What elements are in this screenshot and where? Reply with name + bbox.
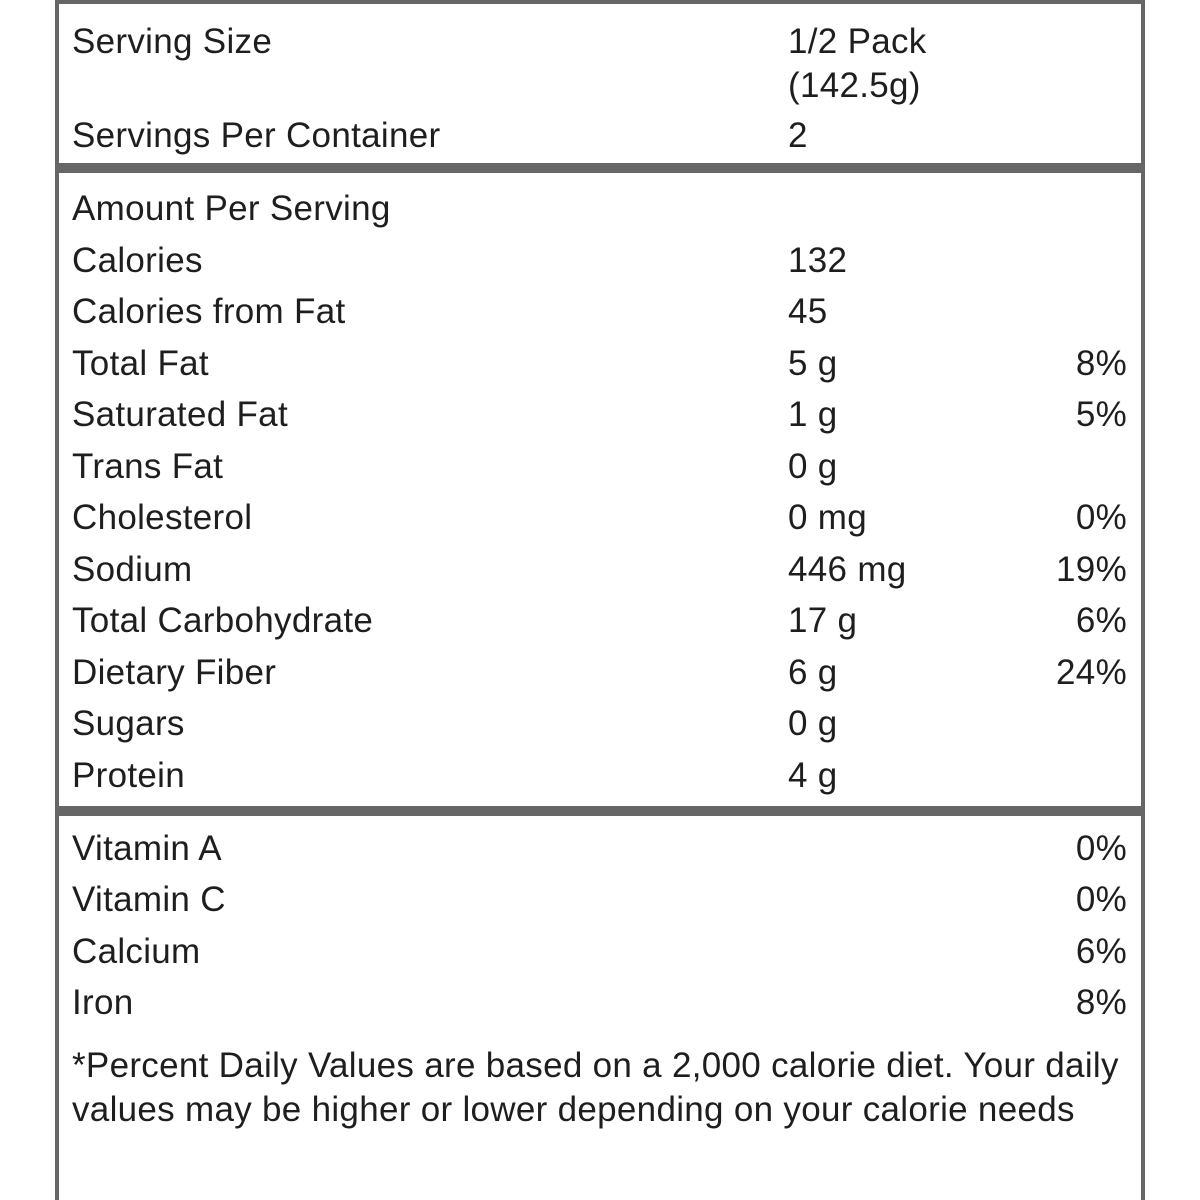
nutrient-name: Calories [72,241,203,280]
section-divider-serving [55,163,1145,173]
servings-per-container-label: Servings Per Container [72,116,441,155]
serving-size-label: Serving Size [72,22,273,61]
servings-per-container-value: 2 [788,116,808,155]
amount-per-serving-header: Amount Per Serving [72,189,391,228]
vitamin-name: Vitamin C [72,880,226,919]
nutrient-name: Dietary Fiber [72,653,277,692]
nutrient-name: Total Fat [72,344,209,383]
nutrient-daily-value: 19% [1056,550,1127,589]
nutrient-name: Sodium [72,550,193,589]
nutrient-name: Total Carbohydrate [72,601,374,640]
nutrient-name: Saturated Fat [72,395,288,434]
vitamin-daily-value: 0% [1075,829,1127,868]
vitamin-daily-value: 0% [1075,880,1127,919]
vitamin-daily-value: 8% [1075,983,1127,1022]
nutrient-amount: 4 g [788,756,838,795]
nutrition-label-frame [55,0,1145,1200]
nutrient-amount: 446 mg [788,550,907,589]
nutrient-amount: 0 g [788,704,838,743]
nutrient-name: Protein [72,756,185,795]
nutrient-amount: 1 g [788,395,838,434]
nutrient-amount: 0 mg [788,498,868,537]
nutrient-daily-value: 8% [1075,344,1127,383]
nutrient-name: Sugars [72,704,185,743]
vitamin-daily-value: 6% [1075,932,1127,971]
vitamin-name: Vitamin A [72,829,222,868]
nutrient-name: Cholesterol [72,498,253,537]
nutrient-daily-value: 24% [1056,653,1127,692]
nutrient-daily-value: 6% [1075,601,1127,640]
nutrient-amount: 6 g [788,653,838,692]
nutrient-daily-value: 5% [1075,395,1127,434]
serving-size-value-line1: 1/2 Pack [788,22,927,61]
section-divider-vitamins [55,806,1145,816]
nutrient-amount: 45 [788,292,828,331]
serving-size-value-line2: (142.5g) [788,66,921,105]
nutrient-name: Trans Fat [72,447,224,486]
daily-value-footnote: *Percent Daily Values are based on a 2,000 calorie diet. Your daily values may be higher or lower depending on your calorie needs [72,1046,1119,1129]
nutrient-daily-value: 0% [1075,498,1127,537]
vitamin-name: Calcium [72,932,201,971]
nutrient-amount: 5 g [788,344,838,383]
vitamin-name: Iron [72,983,134,1022]
nutrient-amount: 0 g [788,447,838,486]
nutrient-name: Calories from Fat [72,292,346,331]
nutrient-amount: 132 [788,241,848,280]
nutrient-amount: 17 g [788,601,858,640]
